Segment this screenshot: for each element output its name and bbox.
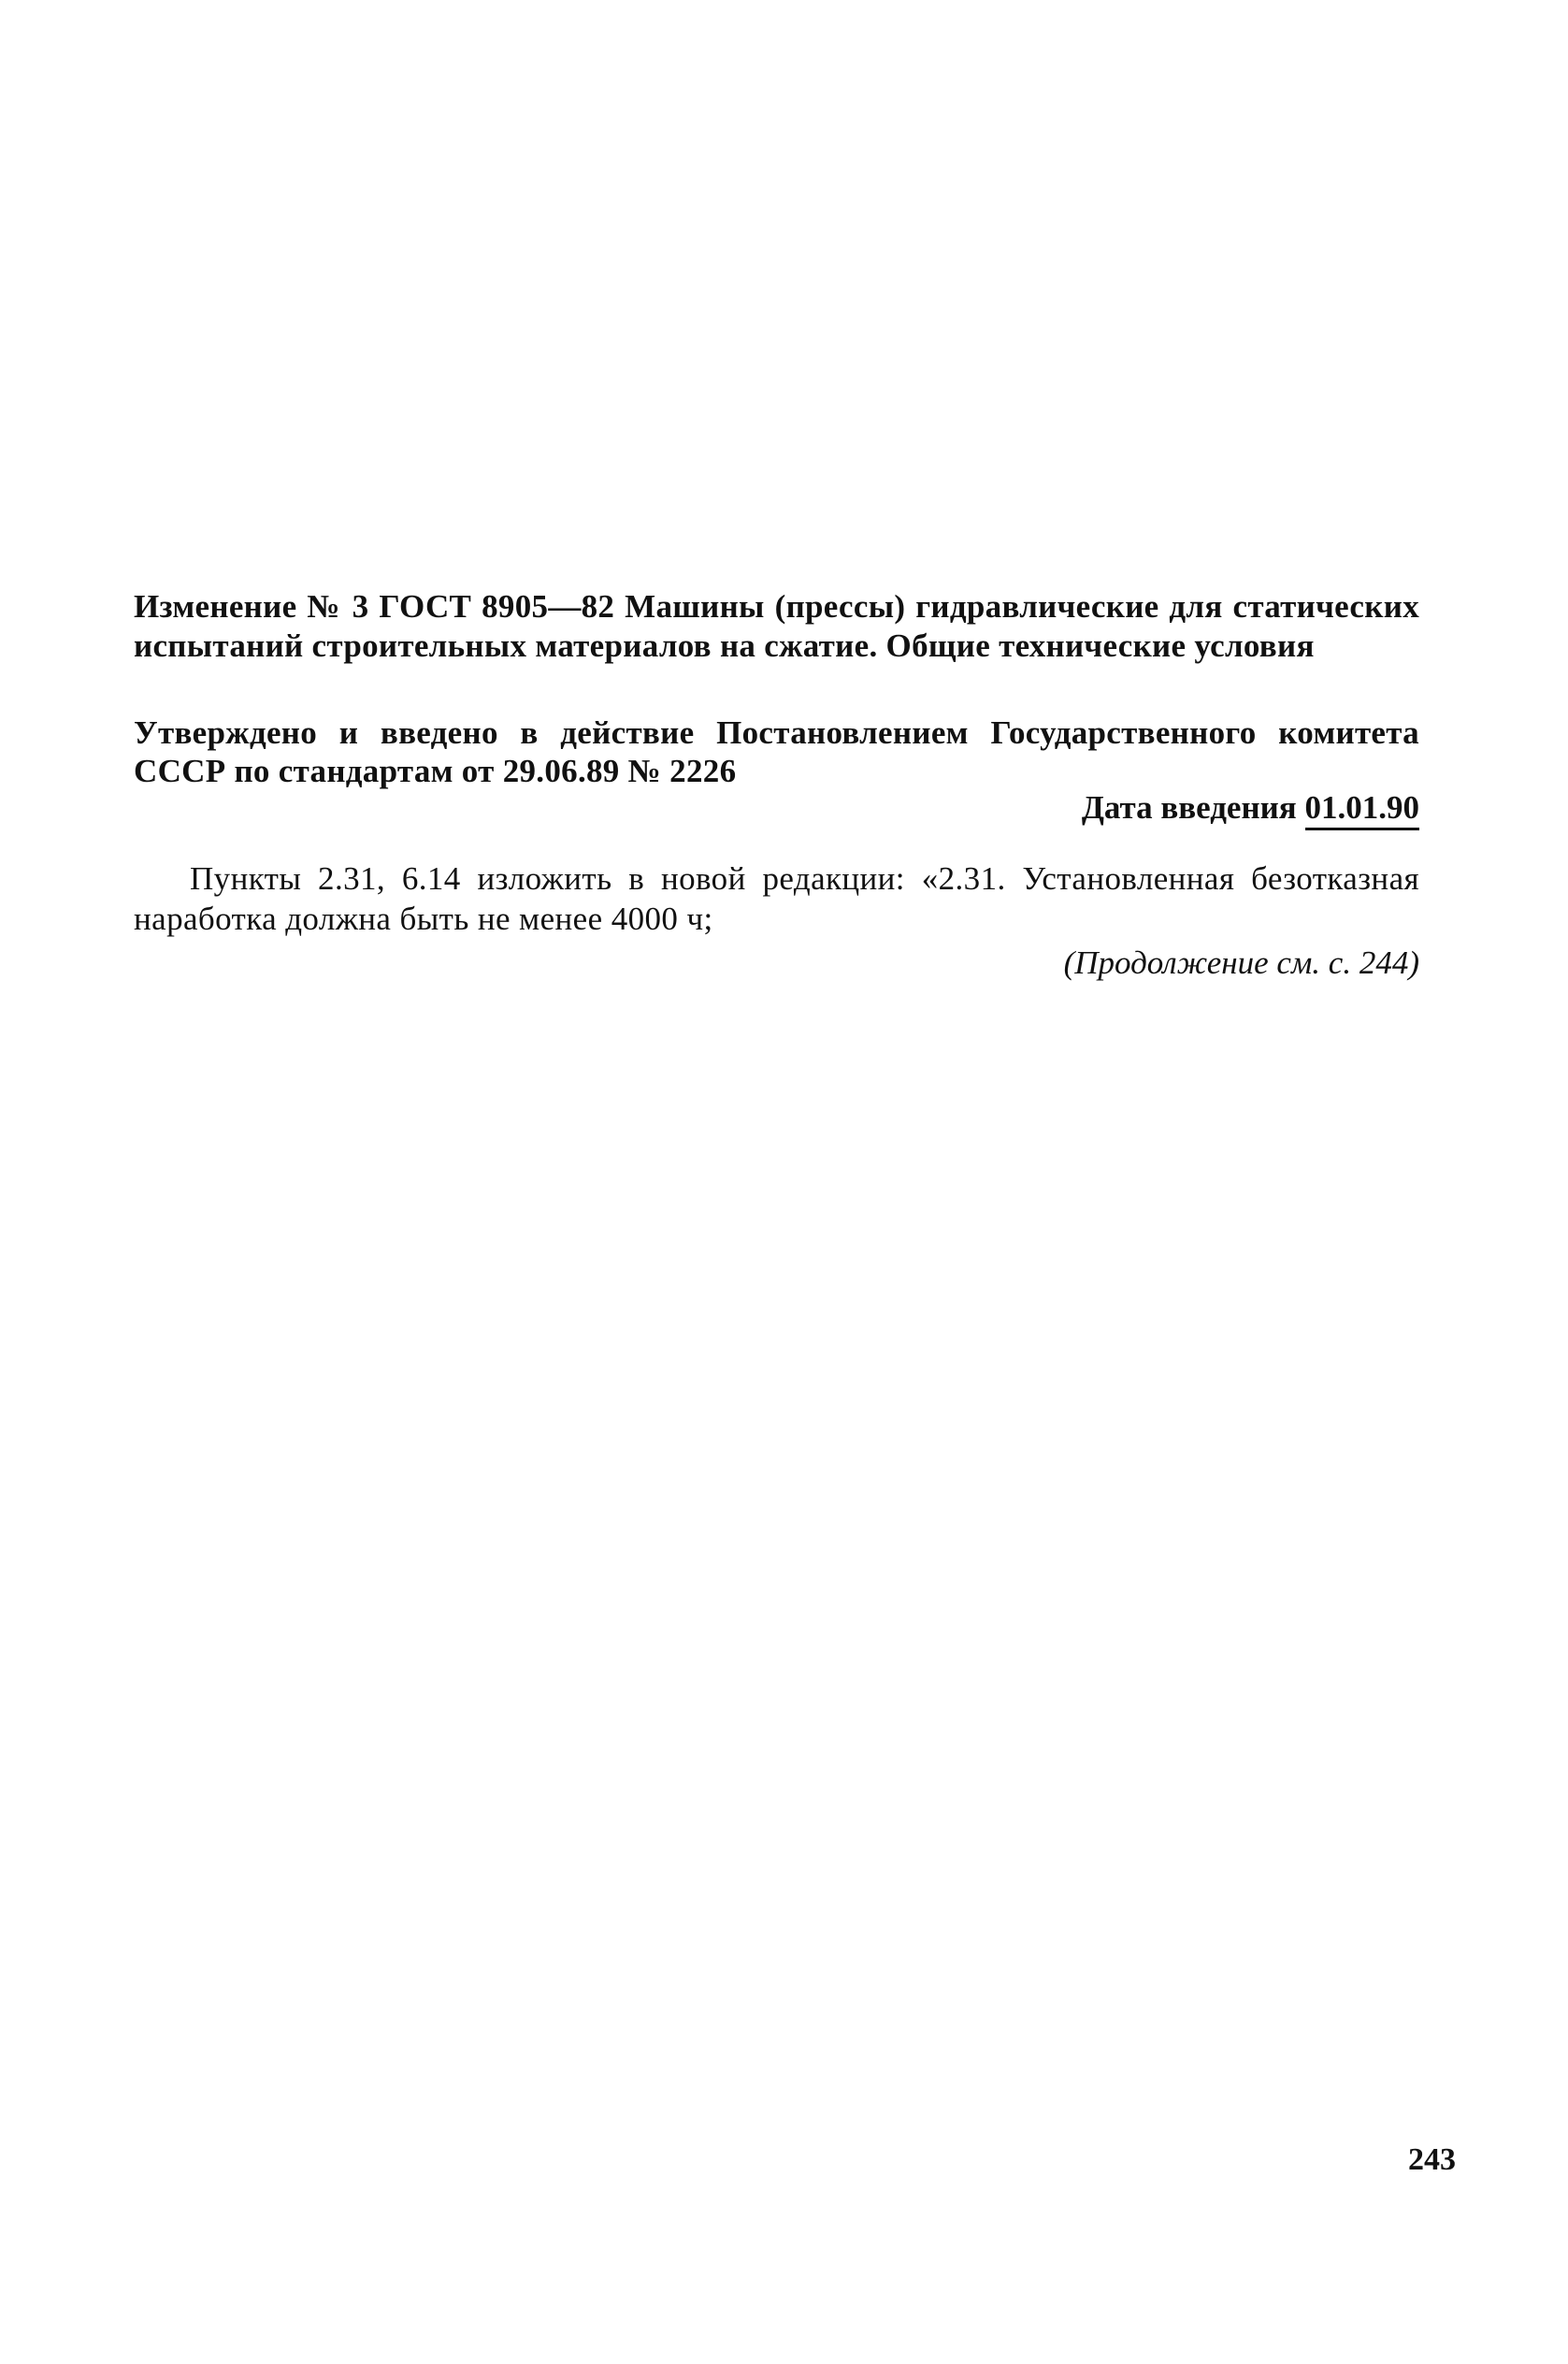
introduction-date-value: 01.01.90 (1305, 790, 1420, 830)
introduction-date-label: Дата введения (1081, 789, 1297, 826)
page-number: 243 (1408, 2142, 1456, 2177)
continuation-note: (Продолжение см. с. 244) (1063, 944, 1419, 981)
approval-statement: Утверждено и введено в действие Постановлением Государственного комитета СССР по стандартам от 29.06.89 № 2226 (134, 714, 1419, 789)
amendment-heading: Изменение № 3 ГОСТ 8905—82 Машины (прессы) гидравлические для статических испытаний строительных материалов на сжатие. Общие технические условия (134, 588, 1419, 664)
introduction-date (134, 788, 1419, 830)
body-paragraph: Пункты 2.31, 6.14 изложить в новой редакции: «2.31. Установленная безотказная наработка должна быть не менее 4000 ч; (134, 860, 1419, 937)
